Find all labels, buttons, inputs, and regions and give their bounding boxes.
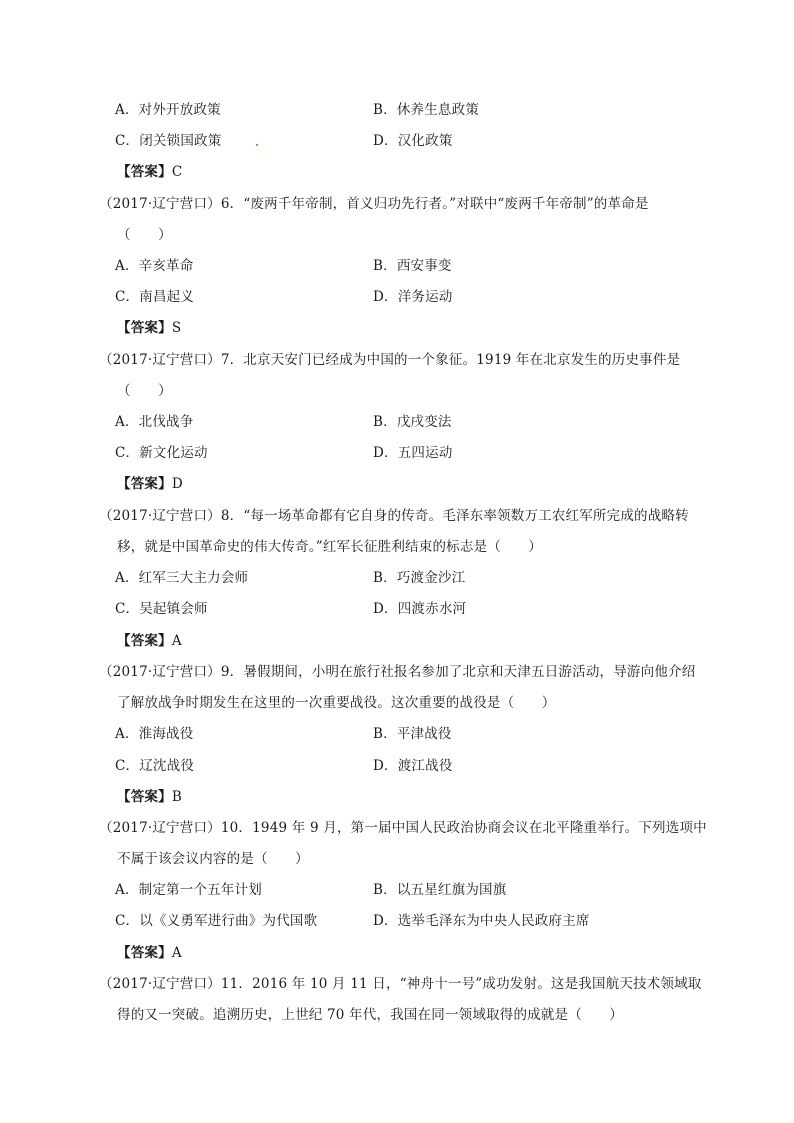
- question-stem: （2017·辽宁营口）11．2016 年 10 月 11 日，“神舟十一号”成功发射。这是我国航天技术领域取: [99, 976, 702, 992]
- option-a: A．辛亥革命: [115, 258, 194, 274]
- question-stem: （2017·辽宁营口）9．暑假期间，小明在旅行社报名参加了北京和天津五日游活动，导游向他介绍: [99, 664, 696, 680]
- question-stem-cont: 移，就是中国革命史的伟大传奇。”红军长征胜利结束的标志是（ ）: [117, 539, 543, 555]
- answer-line: [117, 475, 183, 493]
- answer-value: A: [171, 633, 182, 649]
- answer-label: 【答案】: [117, 945, 172, 961]
- option-b: B．以五星红旗为国旗: [373, 882, 507, 898]
- option-c: C．闭关锁国政策: [115, 133, 222, 149]
- question-stem: （2017·辽宁营口）10．1949 年 9 月，第一届中国人民政治协商会议在北平隆重举行。下列选项中: [99, 820, 707, 836]
- answer-line: [117, 632, 182, 650]
- option-a: A．淮海战役: [115, 726, 194, 742]
- answer-line: [117, 788, 182, 806]
- answer-value: S: [171, 320, 182, 336]
- option-a: A．对外开放政策: [115, 102, 221, 118]
- option-d: D．渡江战役: [373, 758, 453, 774]
- stray-mark: [256, 144, 258, 146]
- question-stem-cont: 了解放战争时期发生在这里的一次重要战役。这次重要的战役是（ ）: [117, 695, 556, 711]
- option-d: D．选举毛泽东为中央人民政府主席: [373, 913, 590, 929]
- option-b: B．巧渡金沙江: [373, 570, 466, 586]
- question-stem-cont: （ ）: [117, 227, 172, 243]
- option-a: A．北伐战争: [115, 414, 194, 430]
- answer-line: [117, 319, 181, 337]
- option-d: D．五四运动: [373, 445, 453, 461]
- question-stem-cont: （ ）: [117, 383, 172, 399]
- option-c: C．南昌起义: [115, 289, 195, 305]
- answer-line: [117, 944, 182, 962]
- answer-label: 【答案】: [117, 633, 172, 649]
- answer-value: C: [171, 164, 183, 180]
- answer-value: B: [171, 789, 182, 805]
- option-b: B．休养生息政策: [373, 102, 480, 118]
- option-c: C．吴起镇会师: [115, 601, 208, 617]
- question-stem: （2017·辽宁营口）7．北京天安门已经成为中国的一个象征。1919 年在北京发生的历史事件是: [99, 352, 681, 368]
- answer-label: 【答案】: [117, 164, 172, 180]
- option-b: B．戊戌变法: [373, 414, 452, 430]
- answer-line: [117, 163, 182, 181]
- option-a: A．制定第一个五年计划: [115, 882, 262, 898]
- question-stem-cont: 不属于该会议内容的是（ ）: [117, 851, 309, 867]
- option-a: A．红军三大主力会师: [115, 570, 249, 586]
- option-c: C．辽沈战役: [115, 758, 195, 774]
- option-c: C．以《义勇军进行曲》为代国歌: [115, 913, 318, 929]
- option-d: D．汉化政策: [373, 133, 453, 149]
- answer-value: D: [171, 476, 183, 492]
- answer-value: A: [171, 945, 182, 961]
- option-d: D．四渡赤水河: [373, 601, 467, 617]
- question-stem-cont: 得的又一突破。追溯历史，上世纪 70 年代，我国在同一领域取得的成就是（ ）: [117, 1007, 624, 1023]
- answer-label: 【答案】: [117, 476, 172, 492]
- option-d: D．洋务运动: [373, 289, 453, 305]
- option-b: B．平津战役: [373, 726, 452, 742]
- question-stem: （2017·辽宁营口）6．“废两千年帝制，首义归功先行者。”对联中“废两千年帝制”的革命是: [99, 196, 649, 212]
- answer-label: 【答案】: [117, 320, 172, 336]
- option-b: B．西安事变: [373, 258, 452, 274]
- option-c: C．新文化运动: [115, 445, 208, 461]
- answer-label: 【答案】: [117, 789, 172, 805]
- question-stem: （2017·辽宁营口）8．“每一场革命都有它自身的传奇。毛泽东率领数万工农红军所完成的战略转: [99, 508, 689, 524]
